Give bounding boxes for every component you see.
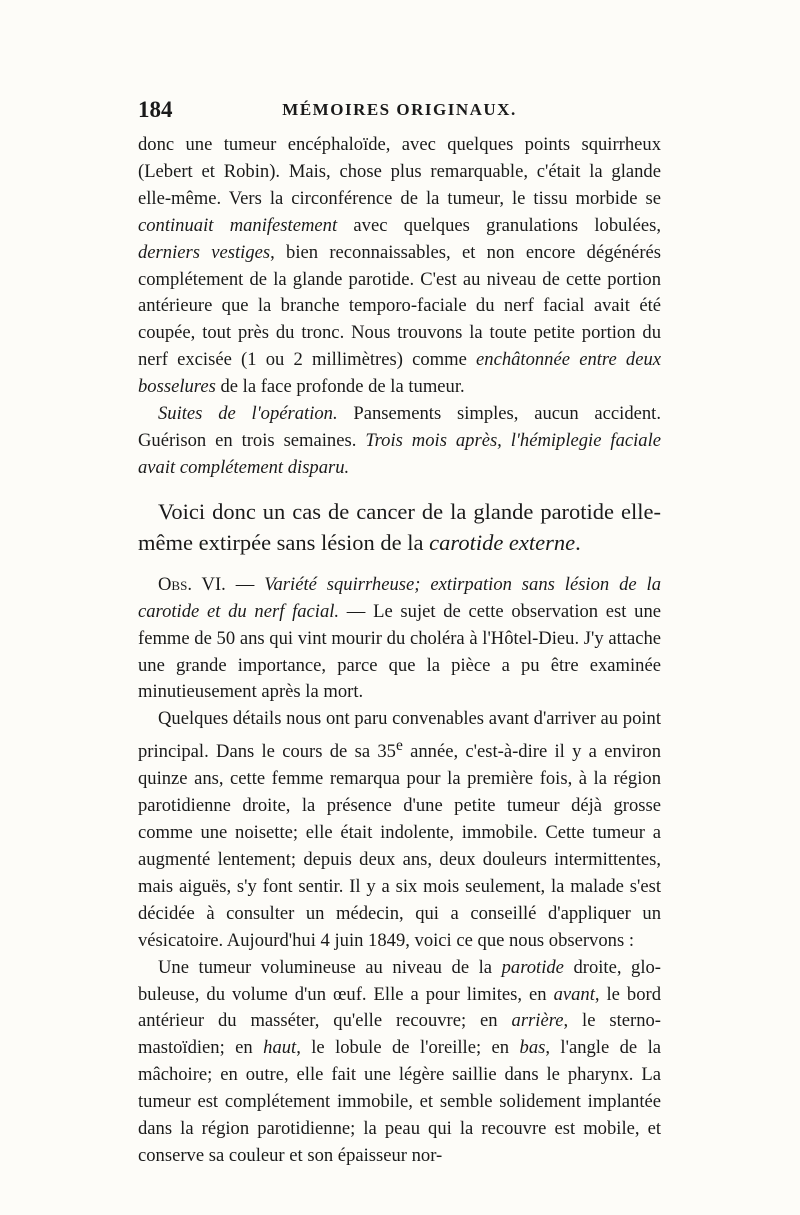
observation-label: Obs. VI.	[158, 573, 226, 595]
emphasis-text: parotide	[501, 956, 564, 978]
observation-title: Variété squirrheuse; extirpation sans lésion de la carotide et du nerf facial.	[138, 573, 661, 622]
paragraph-patient-history: Quelques détails nous ont paru convenables avant d'arriver au point principal. Dans le cours de sa 35e année, c'est-à-dire il y a environ quinze ans, cette femme remarqua pour la première fois, à la région parotidienne droite, la présence d'une petite tumeur déjà grosse comme une noisette; elle était indolente, immobile. Cette tumeur a augmenté lentement; depuis deux ans, deux douleurs intermittentes, mais aiguës, s'y font sentir. Il y a six mois seulement, la malade s'est décidée à consulter un médecin, qui a conseillé d'appliquer un vésicatoire. Aujourd'hui 4 juin 1849, voici ce que nous observons :	[138, 708, 661, 951]
emphasis-text: bas	[519, 1037, 546, 1059]
page-header	[138, 97, 661, 131]
emphasis-text: Trois mois après, l'hémiplegie faciale avait complétement disparu.	[138, 429, 662, 478]
paragraph-operation-outcome: Suites de l'opération. Pansements simples, aucun accident. Guérison en trois semaines. Trois mois après, l'hémiplegie faciale avait complétement disparu.	[138, 403, 662, 478]
running-title: MÉMOIRES ORIGINAUX.	[282, 100, 517, 119]
page-number: 184	[138, 97, 173, 122]
ordinal-suffix: e	[395, 737, 403, 755]
emphasis-text: continuait manifestement	[138, 214, 338, 236]
page-body	[138, 132, 661, 1170]
emphasis-text: arrière	[511, 1010, 564, 1032]
emphasis-text: derniers vestiges	[138, 241, 271, 263]
paragraph-tumor-examination: Une tumeur volumineuse au niveau de la parotide droite, globuleuse, du volume d'un œuf. Elle a pour limites, en avant, le bord antérieur du masséter, qu'elle recouvre; en arrière, le sterno-mastoïdien; en haut, le lobule de l'oreille; en bas, l'angle de la mâchoire; en outre, elle fait une légère saillie dans le pharynx. La tumeur est complétement immobile, et semble solidement implantée dans la région parotidienne; la peau qui la recouvre est mobile, et conserve sa couleur et son épaisseur nor-	[138, 956, 662, 1166]
emphasis-text: Suites de l'opération.	[158, 403, 338, 425]
emphasis-text: avant	[553, 983, 595, 1005]
observation-heading-paragraph: Obs. VI. — Variété squirrheuse; extirpation sans lésion de la carotide et du nerf facial. — Le sujet de cette observation est une femme de 50 ans qui vint mourir du choléra à l'Hôtel-Dieu. J'y attache une grande importance, parce que la pièce a pu être examinée minutieusement après la mort.	[138, 573, 662, 703]
summary-statement: Voici donc un cas de cancer de la glande parotide elle-même extirpée sans lésion de la carotide externe.	[138, 498, 661, 555]
emphasis-text: enchâtonnée entre deux bosselures	[138, 349, 662, 398]
paragraph-tumor-description: donc une tumeur encéphaloïde, avec quelques points squirrheux (Lebert et Robin). Mais, chose plus remarquable, c'était la glande elle-même. Vers la circonférence de la tumeur, le tissu morbide se continuait manifestement avec quelques granulations lobulées, derniers vestiges, bien reconnaissables, et non encore dégénérés complétement de la glande parotide. C'est au niveau de cette portion antérieure que la branche temporo-faciale du nerf facial avait été coupée, tout près du tronc. Nous trouvons la toute petite portion du nerf excisée (1 ou 2 millimètres) comme enchâtonnée entre deux bosselures de la face profonde de la tumeur.	[138, 134, 662, 398]
emphasis-text: haut	[263, 1037, 297, 1059]
emphasis-text: carotide externe	[429, 529, 576, 555]
